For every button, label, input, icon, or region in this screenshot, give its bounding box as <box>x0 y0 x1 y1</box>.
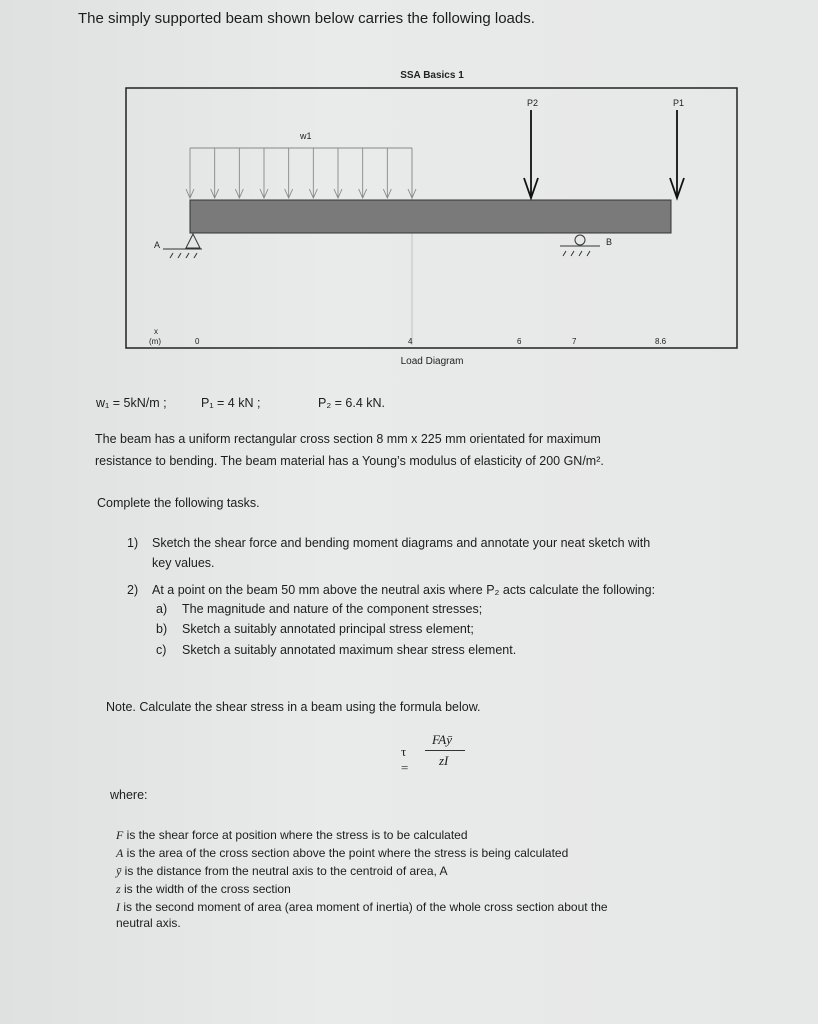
definition-item <box>116 844 608 862</box>
p2-arrow <box>524 110 538 198</box>
subtask-number: a) <box>156 602 168 616</box>
symbol: z <box>116 882 121 896</box>
support-b-label: B <box>606 237 613 247</box>
udl-arrow <box>359 148 367 198</box>
udl-arrow <box>334 148 342 198</box>
udl-arrow <box>408 148 416 198</box>
udl-arrow <box>186 148 194 198</box>
definition-item <box>116 914 608 932</box>
x-tick: 7 <box>572 337 577 346</box>
definition-item <box>116 862 608 880</box>
x-axis-label: x <box>154 327 158 336</box>
symbol: ȳ <box>116 864 122 878</box>
diagram-caption: Load Diagram <box>400 356 464 367</box>
definition-item <box>116 826 608 844</box>
task-number: 1) <box>127 536 139 550</box>
definition-text: is the second moment of area (area moment of inertia) of the whole cross section about the <box>120 900 608 914</box>
subtask-text: Sketch a suitably annotated maximum shear stress element. <box>182 643 517 657</box>
formula-denominator: zI <box>439 753 449 768</box>
udl-arrow <box>285 148 293 198</box>
formula-numerator: FAȳ <box>432 732 452 747</box>
udl-arrow <box>211 148 219 198</box>
x-unit-label: (m) <box>149 337 161 346</box>
task-text: At a point on the beam 50 mm above the neutral axis where P₂ acts calculate the following: <box>152 583 656 597</box>
udl-arrow <box>260 148 268 198</box>
udl-arrow <box>309 148 317 198</box>
task-number: 2) <box>127 583 139 597</box>
x-tick: 0 <box>195 337 200 346</box>
note: Note. Calculate the shear stress in a beam using the formula below. <box>106 700 481 714</box>
subtask-number: c) <box>156 643 167 657</box>
w1-label: w1 <box>300 131 312 141</box>
where-label: where: <box>110 788 148 802</box>
x-tick: 8.6 <box>655 337 667 346</box>
subtask-text: The magnitude and nature of the component stresses; <box>182 602 483 616</box>
p2-label: P2 <box>527 98 539 108</box>
p1-label: P1 <box>673 98 685 108</box>
definition-text: neutral axis. <box>116 916 181 930</box>
formula-lhs: τ = <box>401 744 409 775</box>
page-title: The simply supported beam shown below carries the following loads. <box>78 10 535 27</box>
subtask-text: Sketch a suitably annotated principal stress element; <box>182 622 474 636</box>
symbol: F <box>116 828 124 842</box>
task-text: Sketch the shear force and bending moment diagrams and annotate your neat sketch with <box>152 536 651 550</box>
symbol: I <box>116 900 120 914</box>
definition-text: is the width of the cross section <box>120 882 291 896</box>
task-text: key values. <box>152 556 215 570</box>
load-diagram <box>0 0 818 380</box>
load-w1: w₁ = 5kN/m ; <box>96 396 167 410</box>
roller-support-b <box>560 235 600 256</box>
paragraph-line: resistance to bending. The beam material has a Young’s modulus of elasticity of 200 GN/m². <box>95 454 604 468</box>
fraction-bar <box>425 750 465 751</box>
pin-support-a <box>163 234 202 258</box>
paragraph-line: The beam has a uniform rectangular cross section 8 mm x 225 mm orientated for maximum <box>95 432 601 446</box>
symbol: A <box>116 846 124 860</box>
udl-arrow <box>383 148 391 198</box>
p1-arrow <box>670 110 684 198</box>
udl-w1 <box>186 148 416 198</box>
definition-text: is the shear force at position where the stress is to be calculated <box>123 828 468 842</box>
definition-text: is the distance from the neutral axis to the centroid of area, A <box>121 864 448 878</box>
definition-text: is the area of the cross section above the point where the stress is being calculated <box>123 846 569 860</box>
diagram-heading: SSA Basics 1 <box>400 70 464 81</box>
beam <box>190 200 671 233</box>
subtask-number: b) <box>156 622 168 636</box>
support-a-label: A <box>154 240 161 250</box>
load-p2: P₂ = 6.4 kN. <box>318 396 386 410</box>
load-p1: P₁ = 4 kN ; <box>201 396 261 410</box>
definition-item <box>116 880 608 898</box>
definition-item <box>116 898 608 916</box>
definitions-list <box>116 826 608 932</box>
x-tick: 6 <box>517 337 522 346</box>
x-tick: 4 <box>408 337 413 346</box>
udl-arrow <box>235 148 243 198</box>
tasks-intro: Complete the following tasks. <box>97 496 260 510</box>
